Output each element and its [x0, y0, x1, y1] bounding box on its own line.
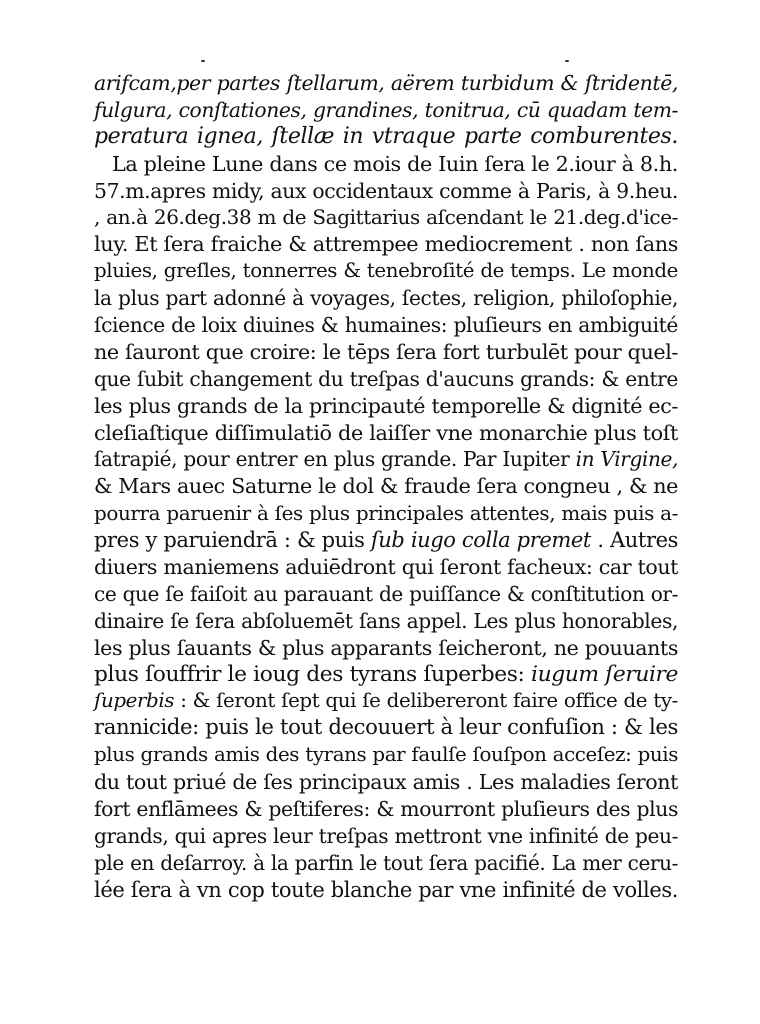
- text-line: [94, 850, 678, 877]
- text-segment: , an.à 26.deg.38 m de Sagittarius aſcendant le 21.deg.d'ice-: [94, 205, 678, 230]
- text-segment: ne ſauront que croire: le tēps ſera fort turbulēt pour quel-: [94, 339, 678, 364]
- text-segment: rannicide: puis le tout decouuert à leur confuſion : & les: [94, 715, 678, 741]
- text-segment: les plus ſauants & plus apparants ſeicheront, ne pouuants: [94, 635, 678, 660]
- text-line: [94, 715, 678, 742]
- text-line: [94, 285, 678, 312]
- text-segment: luy. Et ſera fraiche & attrempee mediocrement . non ſans: [94, 232, 678, 257]
- text-segment: la plus part adonné à voyages, ſectes, religion, philoſophie,: [94, 286, 678, 311]
- text-segment: les plus grands de la principauté temporelle & dignité ec-: [94, 393, 678, 418]
- italic-text-segment: fulgura, conſtationes, grandines, tonitrua, cū quadam tem-: [94, 97, 678, 122]
- text-segment: grands, qui apres leur treſpas mettront vne infinité de peu-: [94, 823, 678, 848]
- text-line: [94, 742, 678, 769]
- text-line: [94, 635, 678, 662]
- text-segment: . Autres: [590, 527, 678, 553]
- text-line: [94, 796, 678, 823]
- italic-text-segment: iugum ſeruire: [531, 661, 678, 687]
- text-segment: pluies, greſles, tonnerres & tenebroſité de temps. Le monde: [94, 259, 678, 283]
- ink-speck: [565, 60, 569, 62]
- text-line: [94, 877, 678, 904]
- text-line: [94, 70, 678, 97]
- text-segment: que ſubit changement du treſpas d'aucuns grands: & entre: [94, 366, 678, 391]
- ink-speck: [201, 60, 205, 62]
- italic-text-segment: in Virgine,: [575, 447, 678, 472]
- text-line: [94, 662, 678, 689]
- text-line: [94, 231, 678, 258]
- text-line: [94, 581, 678, 608]
- text-line: [94, 823, 678, 850]
- italic-text-segment: arifcam,per partes ſtellarum, aërem turbidum & ſtridentē,: [94, 71, 678, 95]
- italic-text-segment: ſub iugo colla premet: [370, 527, 591, 553]
- text-segment: pres y paruiendrā : & puis: [94, 527, 371, 553]
- text-line: [94, 769, 678, 796]
- text-segment: ce que ſe faiſoit au parauant de puiſſance & conſtitution or-: [94, 581, 678, 606]
- text-segment: & Mars auec Saturne le dol & fraude ſera congneu , & ne: [94, 474, 678, 499]
- text-segment: lée ſera à vn cop toute blanche par vne infinité de volles.: [94, 876, 678, 902]
- text-segment: La pleine Lune dans ce mois de Iuin ſera le 2.iour à 8.h.: [112, 151, 678, 176]
- text-line: [94, 473, 678, 500]
- text-line: [94, 420, 678, 447]
- text-segment: ple en deſarroy. à la parfin le tout ſera pacifié. La mer ceru-: [94, 850, 678, 875]
- text-line: [94, 312, 678, 339]
- text-segment: 57.m.apres midy, aux occidentaux comme à Paris, à 9.heu.: [94, 178, 678, 203]
- body-text: [94, 70, 678, 904]
- text-line: [94, 688, 678, 715]
- text-line: [94, 393, 678, 420]
- text-segment: du tout priué de ſes principaux amis . Les maladies ſeront: [94, 770, 678, 795]
- text-segment: plus ſouffrir le ioug des tyrans ſuperbes:: [94, 661, 532, 687]
- text-segment: plus grands amis des tyrans par faulſe ſouſpon acceſez: puis: [94, 743, 678, 767]
- text-line: [94, 151, 678, 178]
- text-line: [94, 446, 678, 473]
- text-line: [94, 258, 678, 285]
- text-segment: ſcience de loix diuines & humaines: pluſieurs en ambiguité: [94, 313, 678, 338]
- text-segment: : & ſeront ſept qui ſe delibereront faire office de ty-: [174, 689, 678, 713]
- text-segment: ſatrapié, pour entrer en plus grande. Par Iupiter: [94, 447, 576, 472]
- text-segment: dinaire ſe ſera abſoluemēt ſans appel. Les plus honorables,: [94, 608, 678, 633]
- text-line: [94, 554, 678, 581]
- text-line: [94, 178, 678, 205]
- text-line: [94, 124, 678, 151]
- text-segment: pourra paruenir à ſes plus principales attentes, mais puis a-: [94, 501, 678, 526]
- text-segment: cleſiaſtique diſſimulatiō de laiſſer vne monarchie plus toſt: [94, 420, 678, 445]
- text-segment: diuers maniemens aduiēdront qui ſeront facheux: car tout: [94, 555, 678, 580]
- text-line: [94, 204, 678, 231]
- text-line: [94, 527, 678, 554]
- text-line: [94, 366, 678, 393]
- text-line: [94, 97, 678, 124]
- text-line: [94, 500, 678, 527]
- italic-text-segment: peratura ignea, ſtellæ in vtraque parte comburentes.: [94, 123, 678, 149]
- text-line: [94, 608, 678, 635]
- italic-text-segment: ſuperbis: [94, 689, 175, 713]
- text-segment: fort enflāmees & peſtiferes: & mourront pluſieurs des plus: [94, 797, 678, 822]
- text-line: [94, 339, 678, 366]
